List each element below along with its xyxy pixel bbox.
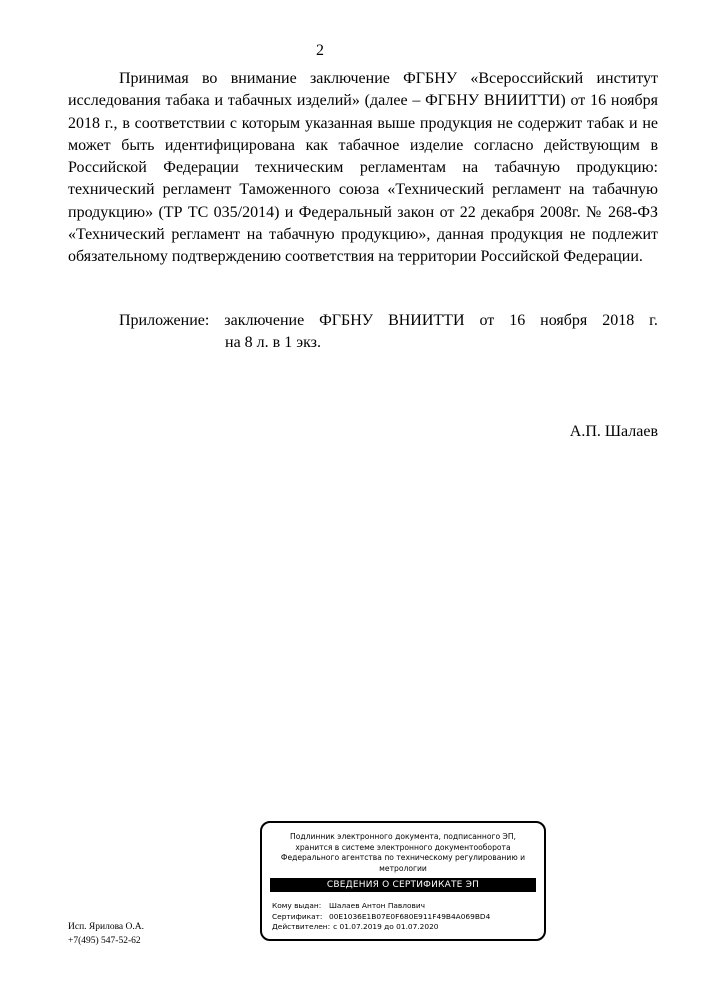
stamp-issued-to-value: Шалаев Антон Павлович	[329, 901, 426, 911]
stamp-details	[262, 892, 544, 933]
attachment-word: г.	[649, 312, 658, 329]
stamp-note	[262, 823, 544, 874]
signer-name: А.П. Шалаев	[569, 423, 658, 440]
stamp-certificate-value: 00E1036E1B07E0F680E911F49B4A069BD4	[329, 911, 491, 921]
stamp-valid-label: Действителен:	[272, 922, 331, 932]
stamp-valid-value: с 01.07.2019 до 01.07.2020	[333, 922, 439, 932]
executor-info	[68, 920, 144, 948]
stamp-note-line: метрологии	[379, 863, 427, 873]
stamp-note-line: Подлинник электронного документа, подписанного ЭП,	[290, 832, 516, 841]
stamp-certificate-label: Сертификат:	[272, 911, 323, 921]
attachment-line-2: на 8 л. в 1 экз.	[225, 334, 321, 352]
stamp-certificate-row	[272, 912, 544, 923]
stamp-note-line: хранится в системе электронного документооборота	[295, 842, 511, 852]
executor-phone: +7(495) 547-52-62	[68, 936, 141, 946]
executor-name: Исп. Ярилова О.А.	[68, 922, 144, 932]
page-number: 2	[316, 42, 324, 59]
attachment-word: 2018	[602, 312, 635, 329]
attachment-word: от	[479, 312, 495, 329]
attachment-line-1	[119, 310, 658, 332]
attachment-word: ВНИИТТИ	[388, 312, 465, 329]
attachment-label: Приложение:	[119, 312, 210, 329]
attachment-word: ФГБНУ	[319, 312, 374, 329]
attachment-block	[119, 310, 658, 355]
stamp-valid-row	[272, 922, 544, 933]
electronic-signature-stamp	[260, 821, 546, 941]
attachment-word: заключение	[224, 312, 305, 329]
attachment-word: ноября	[540, 312, 588, 329]
stamp-issued-to-label: Кому выдан:	[272, 901, 322, 911]
attachment-word: 16	[509, 312, 526, 329]
stamp-header-bar: СВЕДЕНИЯ О СЕРТИФИКАТЕ ЭП	[270, 878, 536, 892]
stamp-note-line: Федерального агентства по техническому регулированию и	[280, 853, 526, 863]
body-paragraph: Принимая во внимание заключение ФГБНУ «Всероссийский институт исследования табака и табачных изделий» (далее – ФГБНУ ВНИИТТИ) от 16 ноября 2018 г., в соответствии с которым указанная выше продукция не содержит табак и не может быть идентифицирована как табачное изделие согласно действующим в Российской Федерации техническим регламентам на табачную продукцию: технический регламент Таможенного союза «Технический регламент на табачную продукцию» (ТР ТС 035/2014) и Федеральный закон от 22 декабря 2008г. № 268-ФЗ «Технический регламент на табачную продукцию», данная продукция не подлежит обязательному подтверждению соответствия на территории Российской Федерации.	[68, 70, 658, 266]
stamp-issued-to-row	[272, 901, 544, 912]
